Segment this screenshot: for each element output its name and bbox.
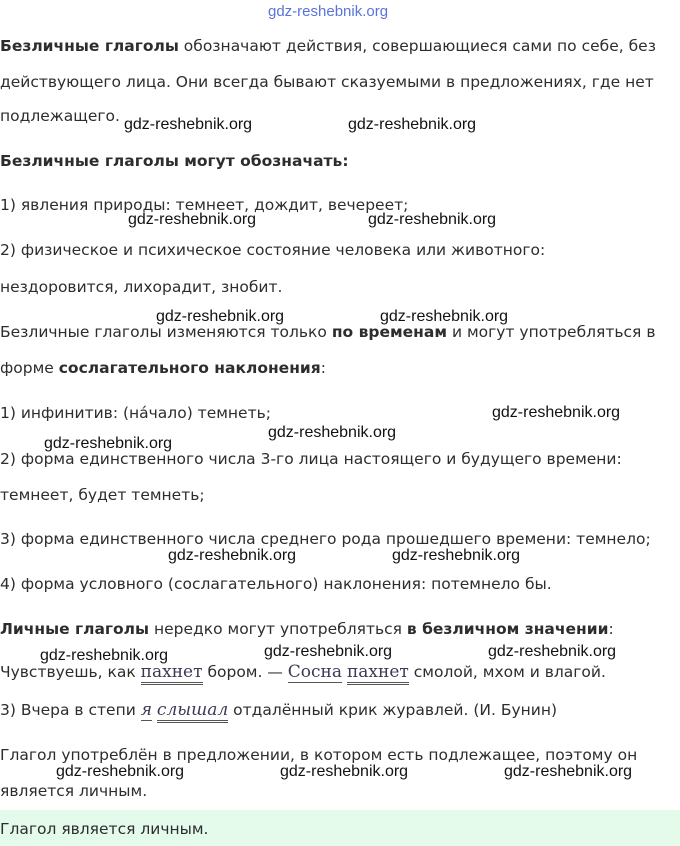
watermark: gdz-reshebnik.org	[492, 404, 621, 421]
change-line-1: Безличные глаголы изменяются только по временам и могут употребляться в	[0, 323, 656, 341]
intro-line-3: подлежащего.	[0, 107, 120, 125]
watermark: gdz-reshebnik.org	[168, 547, 297, 564]
meaning-item-2-line-1: 2) физическое и психическое состояние человека или животного:	[0, 241, 546, 259]
intro-line-1: Безличные глаголы обозначают действия, совершающиеся сами по себе, без	[0, 37, 656, 55]
watermark: gdz-reshebnik.org	[504, 763, 633, 780]
meanings-heading: Безличные глаголы могут обозначать:	[0, 152, 349, 170]
change-line-2: форме сослагательного наклонения:	[0, 359, 326, 377]
watermark: gdz-reshebnik.org	[56, 763, 185, 780]
watermark: gdz-reshebnik.org	[280, 763, 409, 780]
predicate-word: слышал	[157, 700, 228, 723]
watermark: gdz-reshebnik.org	[268, 3, 389, 20]
intro-line-2: действующего лица. Они всегда бывают сказуемыми в предложениях, где нет	[0, 73, 654, 91]
form-item-1: 1) инфинитив: (на́чало) темнеть;	[0, 404, 271, 422]
predicate-word: пахнет	[141, 662, 203, 685]
watermark: gdz-reshebnik.org	[348, 116, 477, 133]
watermark: gdz-reshebnik.org	[268, 424, 397, 441]
watermark: gdz-reshebnik.org	[156, 308, 285, 325]
form-item-3: 3) форма единственного числа среднего рода прошедшего времени: темнело;	[0, 530, 651, 548]
watermark: gdz-reshebnik.org	[380, 308, 509, 325]
watermark: gdz-reshebnik.org	[264, 643, 393, 660]
answer-text: Глагол является личным.	[0, 820, 209, 838]
watermark: gdz-reshebnik.org	[392, 547, 521, 564]
conclusion-line-2: является личным.	[0, 782, 148, 800]
form-item-2-line-1: 2) форма единственного числа 3-го лица настоящего и будущего времени:	[0, 450, 622, 468]
subject-word: я	[140, 700, 152, 720]
watermark: gdz-reshebnik.org	[44, 435, 173, 452]
personal-heading: Личные глаголы нередко могут употребляться в безличном значении:	[0, 620, 614, 638]
intro-term: Безличные глаголы	[0, 37, 179, 55]
meaning-item-1: 1) явления природы: темнеет, дождит, вечереет;	[0, 196, 409, 214]
form-item-4: 4) форма условного (сослагательного) наклонения: потемнело бы.	[0, 575, 552, 593]
conclusion-line-1: Глагол употреблён в предложении, в котором есть подлежащее, поэтому он	[0, 746, 638, 764]
watermark: gdz-reshebnik.org	[40, 647, 169, 664]
predicate-word: пахнет	[347, 662, 409, 685]
watermark: gdz-reshebnik.org	[128, 211, 257, 228]
watermark: gdz-reshebnik.org	[368, 211, 497, 228]
meaning-item-2-line-2: нездоровится, лихорадит, знобит.	[0, 278, 283, 296]
example-1: Чувствуешь, как пахнет бором. — Сосна пахнет смолой, мхом и влагой.	[0, 662, 606, 682]
watermark: gdz-reshebnik.org	[488, 643, 617, 660]
form-item-2-line-2: темнеет, будет темнеть;	[0, 486, 205, 504]
example-2: 3) Вчера в степи я слышал отдалённый крик журавлей. (И. Бунин)	[0, 700, 557, 720]
watermark: gdz-reshebnik.org	[124, 116, 253, 133]
answer-box	[0, 810, 680, 846]
subject-word: Сосна	[287, 662, 343, 682]
